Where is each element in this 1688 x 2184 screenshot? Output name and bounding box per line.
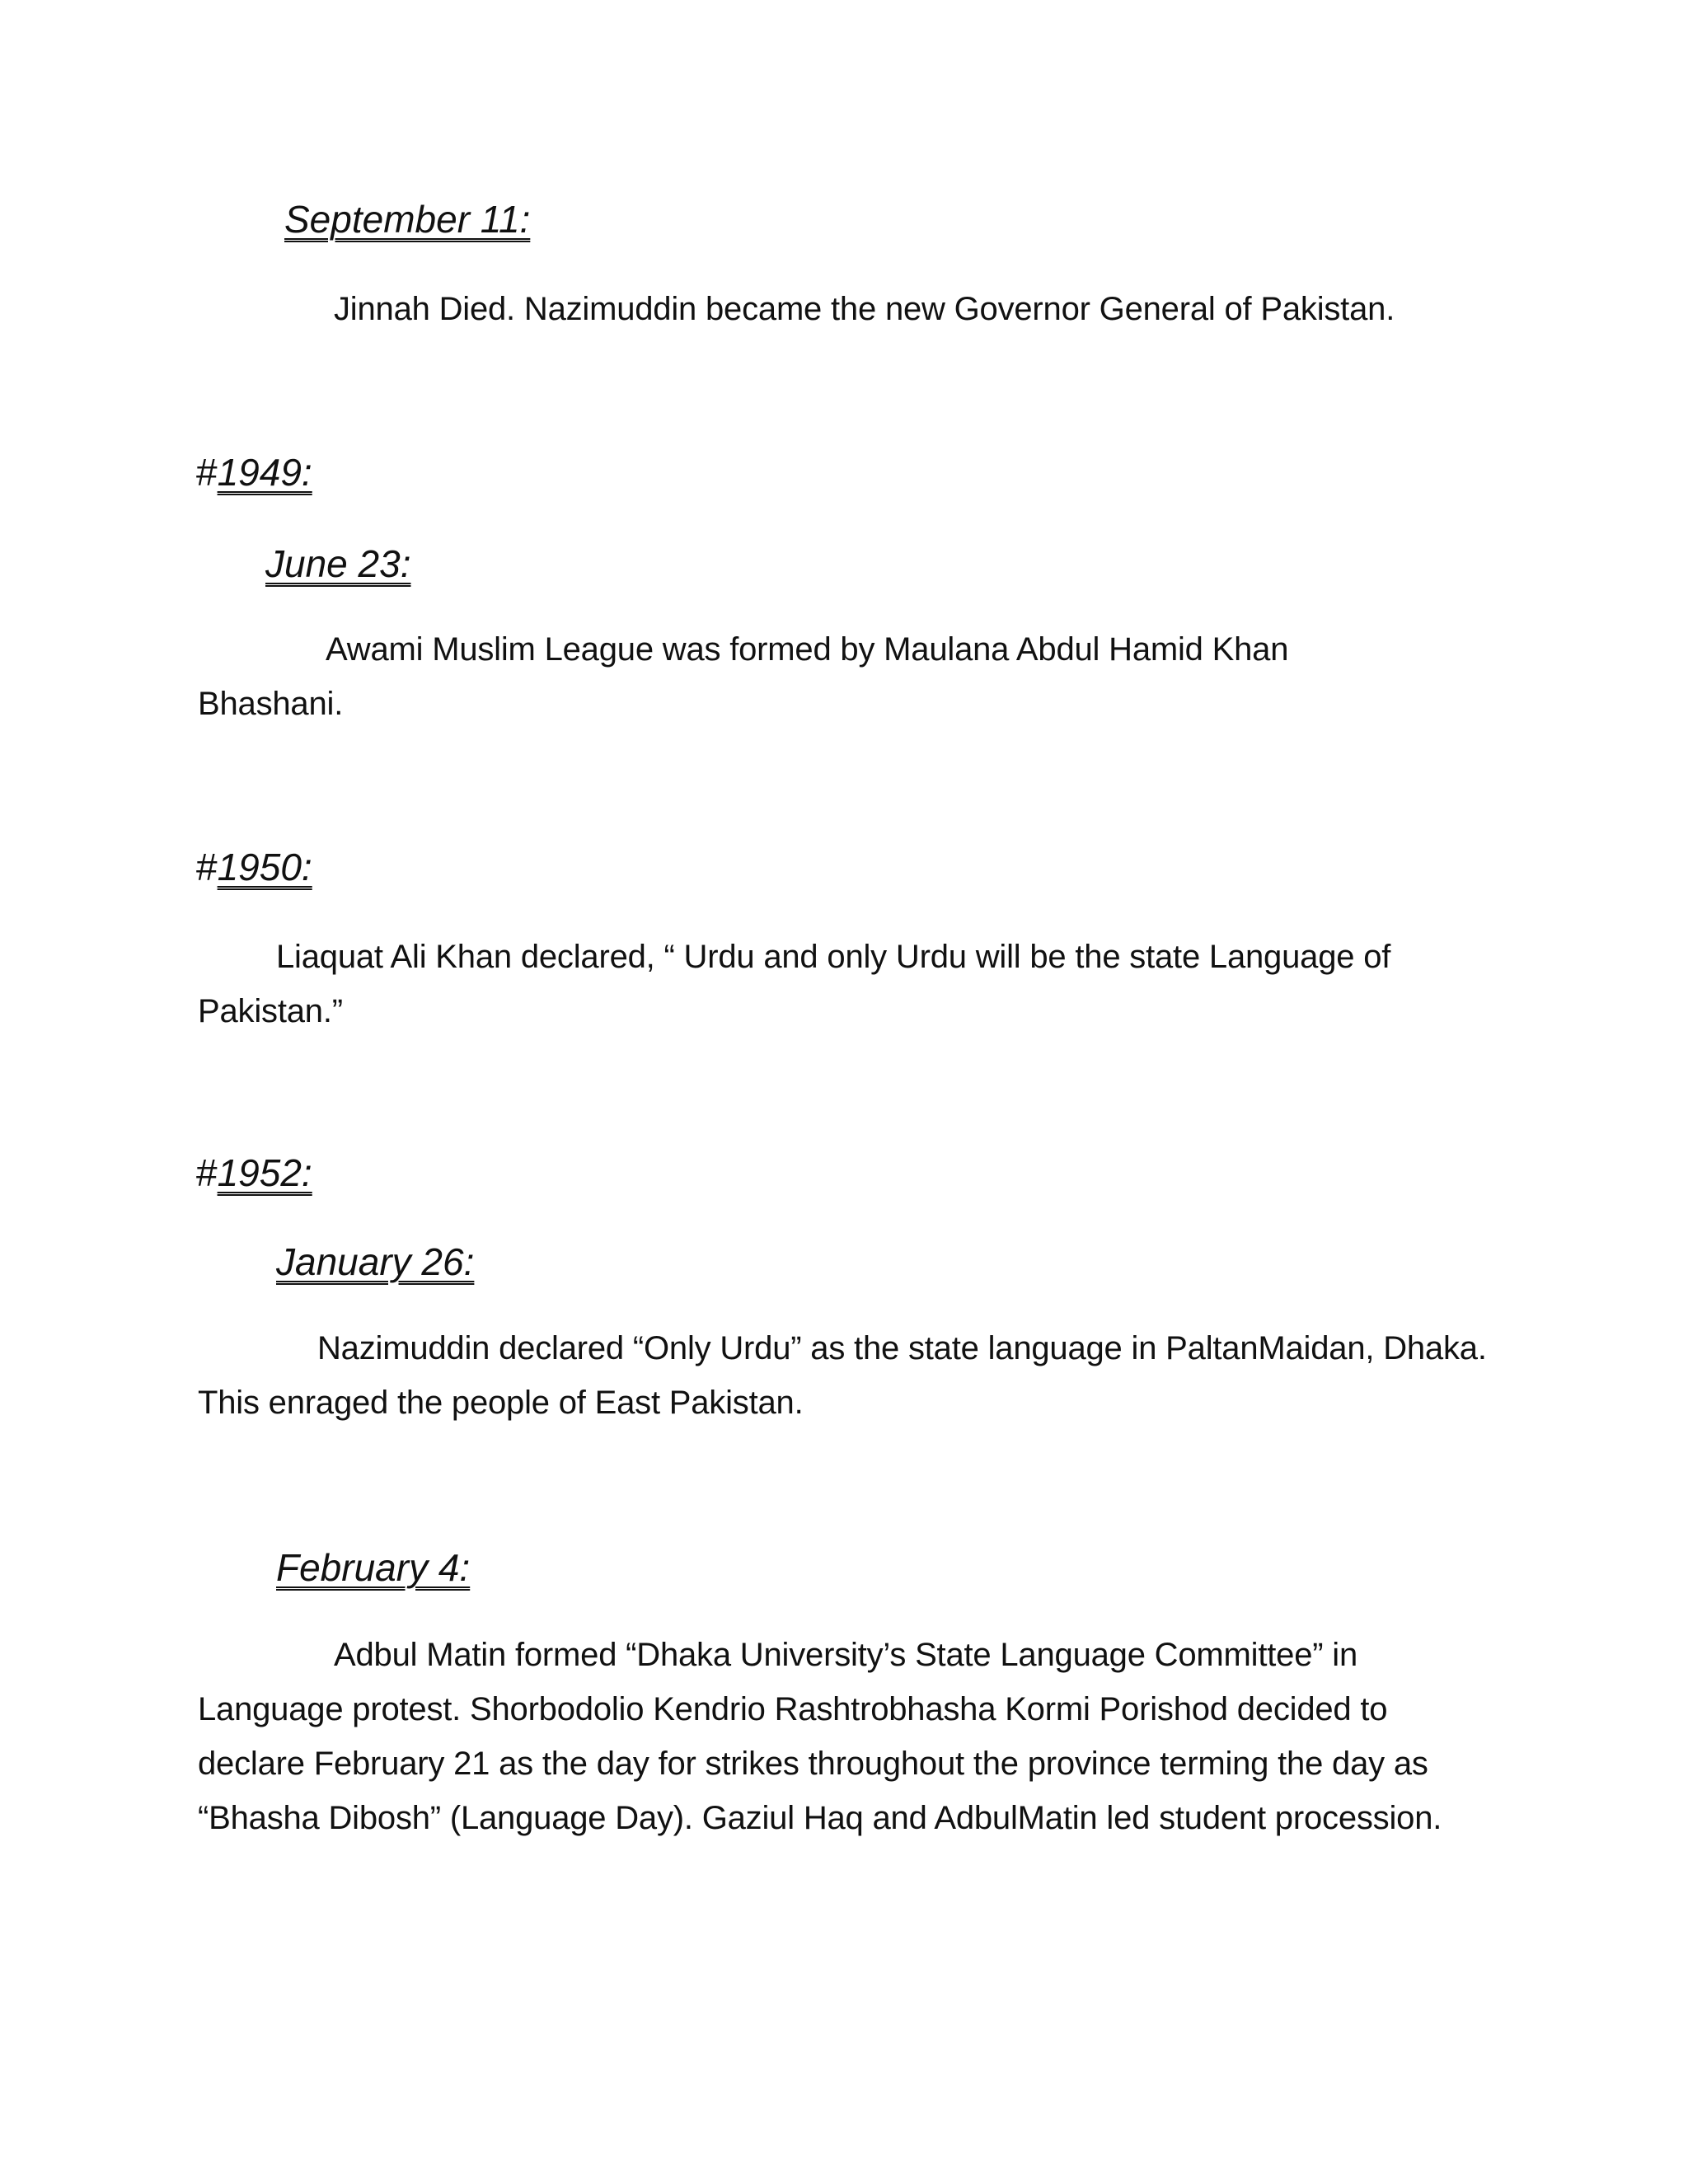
entry-text-1950: Liaquat Ali Khan declared, “ Urdu and only Urdu will be the state Language of Pakistan.” xyxy=(198,939,1391,1029)
date-heading-june-23: June 23: xyxy=(265,542,411,585)
entry-text-february-4: Adbul Matin formed “Dhaka University’s State Language Committee” in Language protest. Shorbodolio Kendrio Rashtrobhasha Kormi Porishod decided to declare February 21 as the day for strikes throughout the province terming the day as “Bhasha Dibosh” (Language Day). Gaziul Haq and AdbulMatin led student procession. xyxy=(198,1637,1442,1836)
year-prefix: # xyxy=(196,451,218,494)
entry-text-june-23: Awami Muslim League was formed by Maulana Abdul Hamid Khan Bhashani. xyxy=(198,631,1289,722)
year-heading-1952 xyxy=(196,1150,312,1196)
year-prefix: # xyxy=(196,846,218,888)
year-prefix: # xyxy=(196,1151,218,1194)
date-heading-february-4: February 4: xyxy=(276,1546,471,1589)
entry-text-september-11: Jinnah Died. Nazimuddin became the new Governor General of Pakistan. xyxy=(334,291,1395,327)
date-heading-september-11: September 11: xyxy=(284,198,531,241)
year-text: 1949: xyxy=(217,451,312,494)
year-text: 1952: xyxy=(217,1151,312,1194)
entry-text-january-26: Nazimuddin declared “Only Urdu” as the state language in PaltanMaidan, Dhaka. This enraged the people of East Pakistan. xyxy=(198,1330,1487,1421)
year-heading-1950 xyxy=(196,844,312,890)
year-text: 1950: xyxy=(217,846,312,888)
date-heading-january-26: January 26: xyxy=(276,1240,475,1283)
year-heading-1949 xyxy=(196,449,312,495)
